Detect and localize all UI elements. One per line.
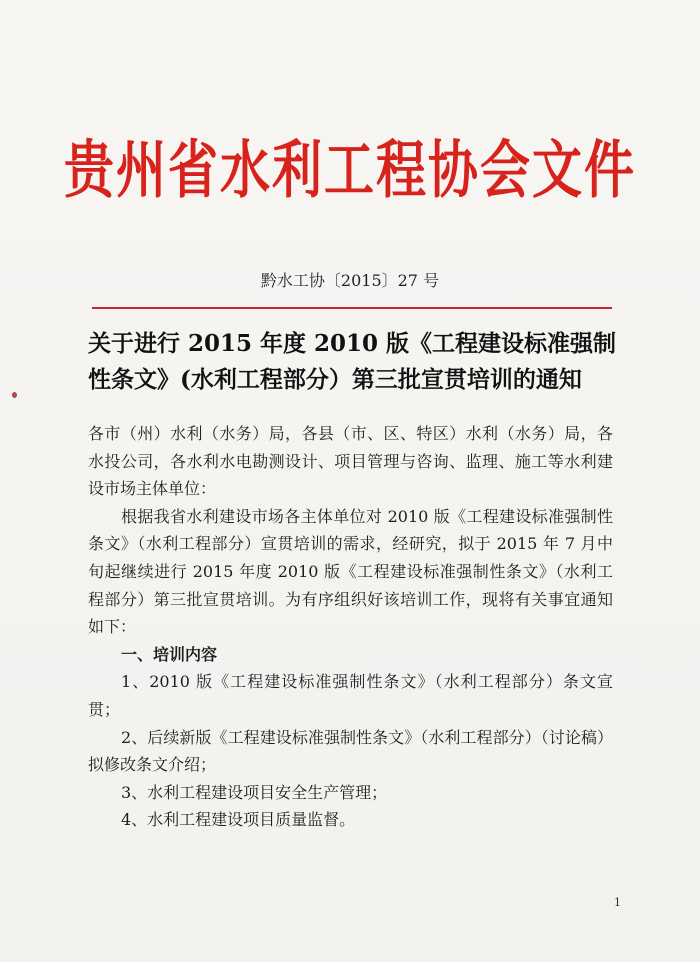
list-item-3: 3、水利工程建设项目安全生产管理； [121,782,388,802]
list-item-2: 2、后续新版《工程建设标准强制性条文》（水利工程部分）（讨论稿）拟修改条文介绍； [88,727,613,775]
list-item-1: 1、2010 版《工程建设标准强制性条文》（水利工程部分）条文宣贯； [88,672,613,719]
notice-title-line-1: 关于进行 2015 年度 2010 版《工程建设标准强制 [88,330,617,357]
notice-title-line-2: 性条文》(水利工程部分）第三批宣贯培训的通知 [88,366,582,393]
page-number: 1 [614,896,621,909]
section-heading: 一、培训内容 [121,644,218,664]
red-divider [92,307,612,309]
document-number: 黔水工协〔2015〕27 号 [260,271,440,290]
list-item-4: 4、水利工程建设项目质量监督。 [121,810,356,830]
addressee: 各市（州）水利（水务）局，各县（市、区、特区）水利（水务）局，各水投公司，各水利水电勘测设计、项目管理与咨询、监理、施工等水利建设市场主体单位： [88,424,613,499]
red-speck [12,392,17,398]
intro-paragraph: 根据我省水利建设市场各主体单位对 2010 版《工程建设标准强制性条文》（水利工程部分）宣贯培训的需求，经研究，拟于 2015 年 7 月中旬起继续进行 2015 年度 2010 版《工程建设标准强制性条文》（水利工程部分）第三批宣贯培训。为有序组织好该培训工作，现将有关事宜通知如下： [88,506,613,637]
notice-title [88,326,628,398]
document-body [88,420,613,834]
issuer-header: 贵州省水利工程协会文件 [64,133,636,207]
